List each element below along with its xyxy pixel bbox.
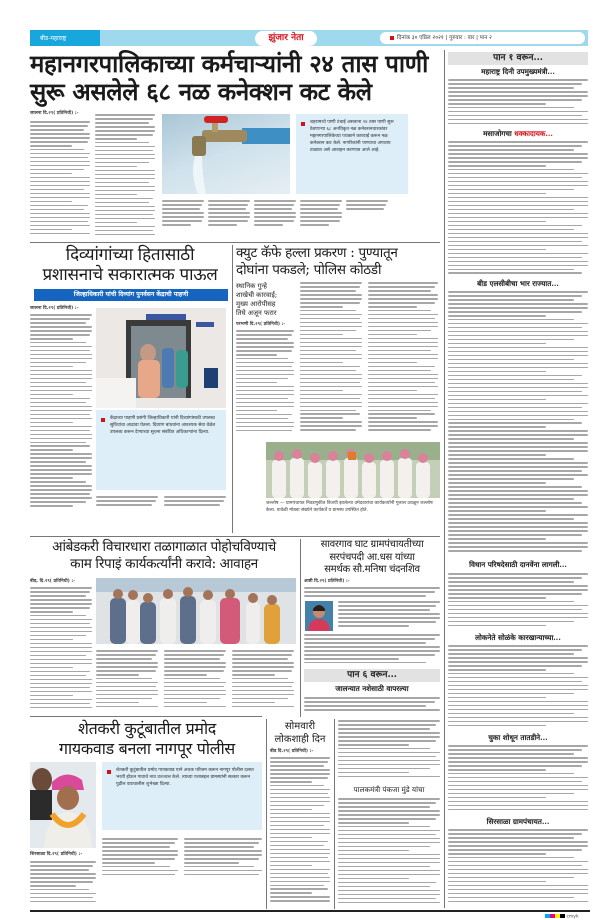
rcol-body-2 — [448, 141, 588, 277]
continued-page1-header: पान १ वरून... — [448, 52, 588, 65]
rcol-body-6 — [448, 745, 588, 815]
savargaon-headline-line3: समर्थक सौ.मनिषा चंदनशिव — [324, 564, 420, 575]
ambedkar-headline-line1: आंबेडकरी विचारधारा तळागाळात पोहोचविण्याचे — [52, 539, 276, 555]
lead-body-col1 — [30, 121, 90, 239]
cafe-headline — [236, 245, 442, 279]
savargaon-headline — [303, 539, 441, 577]
divider — [30, 536, 440, 537]
bullet-icon — [107, 770, 111, 774]
lead-body-col5 — [254, 200, 296, 230]
page-bottom-rule — [30, 910, 590, 912]
pramod-caption-text: शेतकरी कुटुंबातील प्रमोद गायकवाड याने अथक परिश्रम करून नागपूर पोलीस दलात भरती होऊन गावाचे नाव उज्ज्वल केले. त्याच्या यशाबद्दल ग्रामस्थांनी सत्कार करून पुढील वाटचालीस शुभेच्छा दिल्या. — [116, 768, 254, 787]
divyang-caption-box — [96, 410, 226, 490]
cafe-headline-line1: क्युट कॅफे हल्ला प्रकरण : पुण्यातून — [236, 245, 398, 261]
rcol-sub-4: विधान परिषदेसाठी दानवेंना लागली... — [469, 560, 567, 569]
pramod-body-col2 — [102, 838, 178, 880]
page6-body-cont — [338, 720, 440, 782]
lokshahi-headline — [269, 720, 331, 746]
ambedkar-headline-line2: काम रिपाइं कार्यकर्त्यांनी करावे: आवाहन — [70, 556, 258, 572]
pankaja-body — [338, 798, 440, 906]
ambedkar-headline — [30, 539, 298, 573]
water-tap-photo — [162, 114, 290, 194]
paper-logo: झुंजार नेता — [255, 31, 317, 46]
cafe-dateline: परभणी दि.२९( प्रतिनिधी) :- — [236, 322, 286, 327]
divyang-dateline: जालना दि.२९( प्रतिनिधी) :- — [30, 306, 79, 311]
savargaon-body-side — [338, 601, 440, 631]
rehab-center-photo — [96, 308, 226, 408]
lokshahi-headline-line2: लोकशाही दिन — [274, 734, 326, 745]
celebration-caption: जल्लोष — ग्रामपंचायत निवडणुकीत विजयी झालेल्या उमेदवारांचा कार्यकर्त्यांनी गुलाल उधळून जल्लोष केला. यावेळी मोठ्या संख्येने कार्यकर्ते व ग्रामस्थ उपस्थित होते. — [266, 501, 433, 514]
divider — [334, 719, 335, 909]
lead-body-col3 — [162, 200, 204, 230]
rcol-sub-2: मसाजोगचा धक्कादायक... — [483, 129, 553, 138]
pramod-caption-box — [102, 762, 262, 830]
cafe-body-col2 — [300, 282, 362, 436]
lokshahi-body — [270, 757, 330, 907]
newspaper-page — [30, 30, 590, 920]
pankaja-headline: पालकमंत्री पंकजा मुंडे यांचा — [353, 785, 425, 794]
savargaon-dateline: आष्टी दि.२९( प्रतिनिधी) :- — [304, 579, 350, 584]
cafe-side-heading: स्थानिक गुन्हे शाखेची कारवाई; मुख्य आरोपीसह तिघे अजून फरार — [236, 282, 278, 317]
divider — [232, 245, 233, 533]
lead-headline-line2: सुरू असलेले ६८ नळ कनेक्शन कट केले — [30, 77, 372, 106]
pramod-headline-line1: शेतकरी कुटूंबातील प्रमोद — [77, 719, 216, 738]
savargaon-headline-line1: सावरगाव घाट ग्रामपंचायतीच्या — [320, 539, 424, 550]
continued-page6-header: पान ६ वरून... — [304, 669, 440, 682]
print-registration-marks — [545, 914, 579, 920]
divider — [30, 242, 440, 243]
ambedkar-body-col1 — [30, 587, 92, 713]
divyang-headline-line2: प्रशासनाचे सकारात्मक पाऊल — [42, 265, 218, 285]
celebration-photo — [266, 442, 440, 498]
lead-body-col4 — [208, 200, 250, 230]
rcol-sub-3: बीड एलसीबीचा भार राज्यात... — [477, 279, 559, 288]
lead-headline-line1: महानगरपालिकाच्या कर्मचाऱ्यांनी २४ तास पाणी — [30, 49, 429, 78]
rcol-body-3 — [448, 291, 588, 557]
cmyk-label: cmyk — [566, 914, 579, 920]
masthead-location: बीड-महाराष्ट्र — [30, 30, 100, 46]
divider — [266, 719, 267, 909]
rcol-body-1 — [448, 79, 588, 127]
rcol-body-7 — [448, 829, 588, 905]
lead-body-col7 — [346, 200, 388, 214]
ambedkar-body-col2 — [96, 650, 158, 712]
lead-body-col6 — [300, 200, 342, 230]
page6-body — [304, 697, 440, 713]
rcol-sub-1: महाराष्ट्र दिनी उपमुख्यमंत्री... — [481, 67, 555, 76]
cafe-body-col1 — [236, 330, 294, 436]
ambedkar-body-col4 — [232, 650, 294, 712]
black-swatch-icon — [560, 914, 565, 918]
lead-caption-text: शहरामध्ये पाणी टंचाई असताना २४ तास पाणी सुरू ठेवणाऱ्या ६८ अनधिकृत नळ कनेक्शनधारकांवर महानगरपालिकेच्या पथकाने कारवाई करून नळ कनेक्शन कट केले. नागरिकांनी पाण्याचा अपव्यय टाळावा असे आवाहन करण्यात आले आहे. — [310, 120, 394, 153]
rpi-meeting-photo — [96, 578, 296, 644]
rcol-body-4 — [448, 573, 588, 631]
continued-page6-sub: जालन्यात नशेसाठी वापरल्या — [335, 684, 409, 693]
ambedkar-dateline: बीड, दि.२९( प्रतिनिधी) :- — [30, 579, 76, 584]
divyang-headline — [30, 245, 230, 285]
divyang-body-col3 — [164, 496, 226, 510]
pramod-body-col1 — [30, 861, 96, 907]
rcol-sub-5: लोकनेते सोळंके कारखान्याच्या... — [475, 633, 561, 642]
pramod-body-col3 — [184, 838, 262, 880]
cafe-headline-line2: दोघांना पकडले; पोलिस कोठडी — [236, 262, 382, 278]
date-text: दिनांक ३० एप्रिल २०२१ | गुरुवार : वार | पान २ — [397, 35, 492, 41]
rcol-sub-6: चुका शोधून तातडीने... — [488, 733, 548, 742]
lead-caption-box — [296, 114, 408, 194]
rcol-sub-7: सिरसाळा ग्रामपंचायत... — [486, 817, 550, 826]
pramod-portrait-photo — [30, 762, 96, 848]
divyang-caption-text: केंद्राच्या पाहणी प्रसंगी जिल्हाधिकारी यांनी दिव्यांगांसाठी उपलब्ध सुविधांचा आढावा घेतला. दिव्यांग बांधवांना आवश्यक सेवा वेळेत उपलब्ध करून देण्याच्या सूचना संबंधित अधिकाऱ्यांना दिल्या. — [110, 416, 216, 435]
divyang-body-col1 — [30, 314, 92, 510]
lokshahi-headline-line1: सोमवारी — [284, 721, 316, 732]
pramod-dateline: शिरसाळा दि.२९( प्रतिनिधी) :- — [30, 852, 83, 857]
savargaon-body-top — [304, 587, 440, 599]
divider — [300, 539, 301, 717]
divider — [30, 716, 262, 717]
date-line — [380, 32, 585, 44]
ambedkar-body-col3 — [164, 650, 226, 712]
pramod-headline-line2: गायकवाड बनला नागपूर पोलीस — [59, 739, 235, 758]
bullet-icon — [101, 418, 105, 422]
rcol-body-5 — [448, 645, 588, 731]
savargaon-headline-line2: सरपंचपदी आ.धस यांच्या — [329, 551, 415, 563]
divyang-kicker: जिल्हाधिकारी यांची दिव्यांग पुनर्वसन केंद्राची पाहणी — [34, 289, 228, 301]
masthead-bar — [30, 30, 588, 46]
lead-headline — [30, 50, 438, 106]
lokshahi-dateline: बीड दि.२९( प्रतिनिधी) :- — [270, 749, 314, 754]
sarpanch-portrait-photo — [305, 601, 333, 631]
cafe-body-col3 — [368, 282, 438, 436]
lead-dateline: जालना दि.२९( प्रतिनिधी) :- — [30, 111, 79, 116]
lead-body-col2 — [95, 114, 155, 239]
divyang-headline-line1: दिव्यांगांच्या हितासाठी — [65, 245, 195, 265]
bullet-icon — [390, 36, 394, 40]
divider — [444, 50, 445, 908]
bullet-icon — [301, 122, 305, 126]
savargaon-body-bottom — [304, 634, 440, 666]
divyang-body-col2 — [96, 496, 158, 510]
pramod-headline — [30, 719, 264, 759]
